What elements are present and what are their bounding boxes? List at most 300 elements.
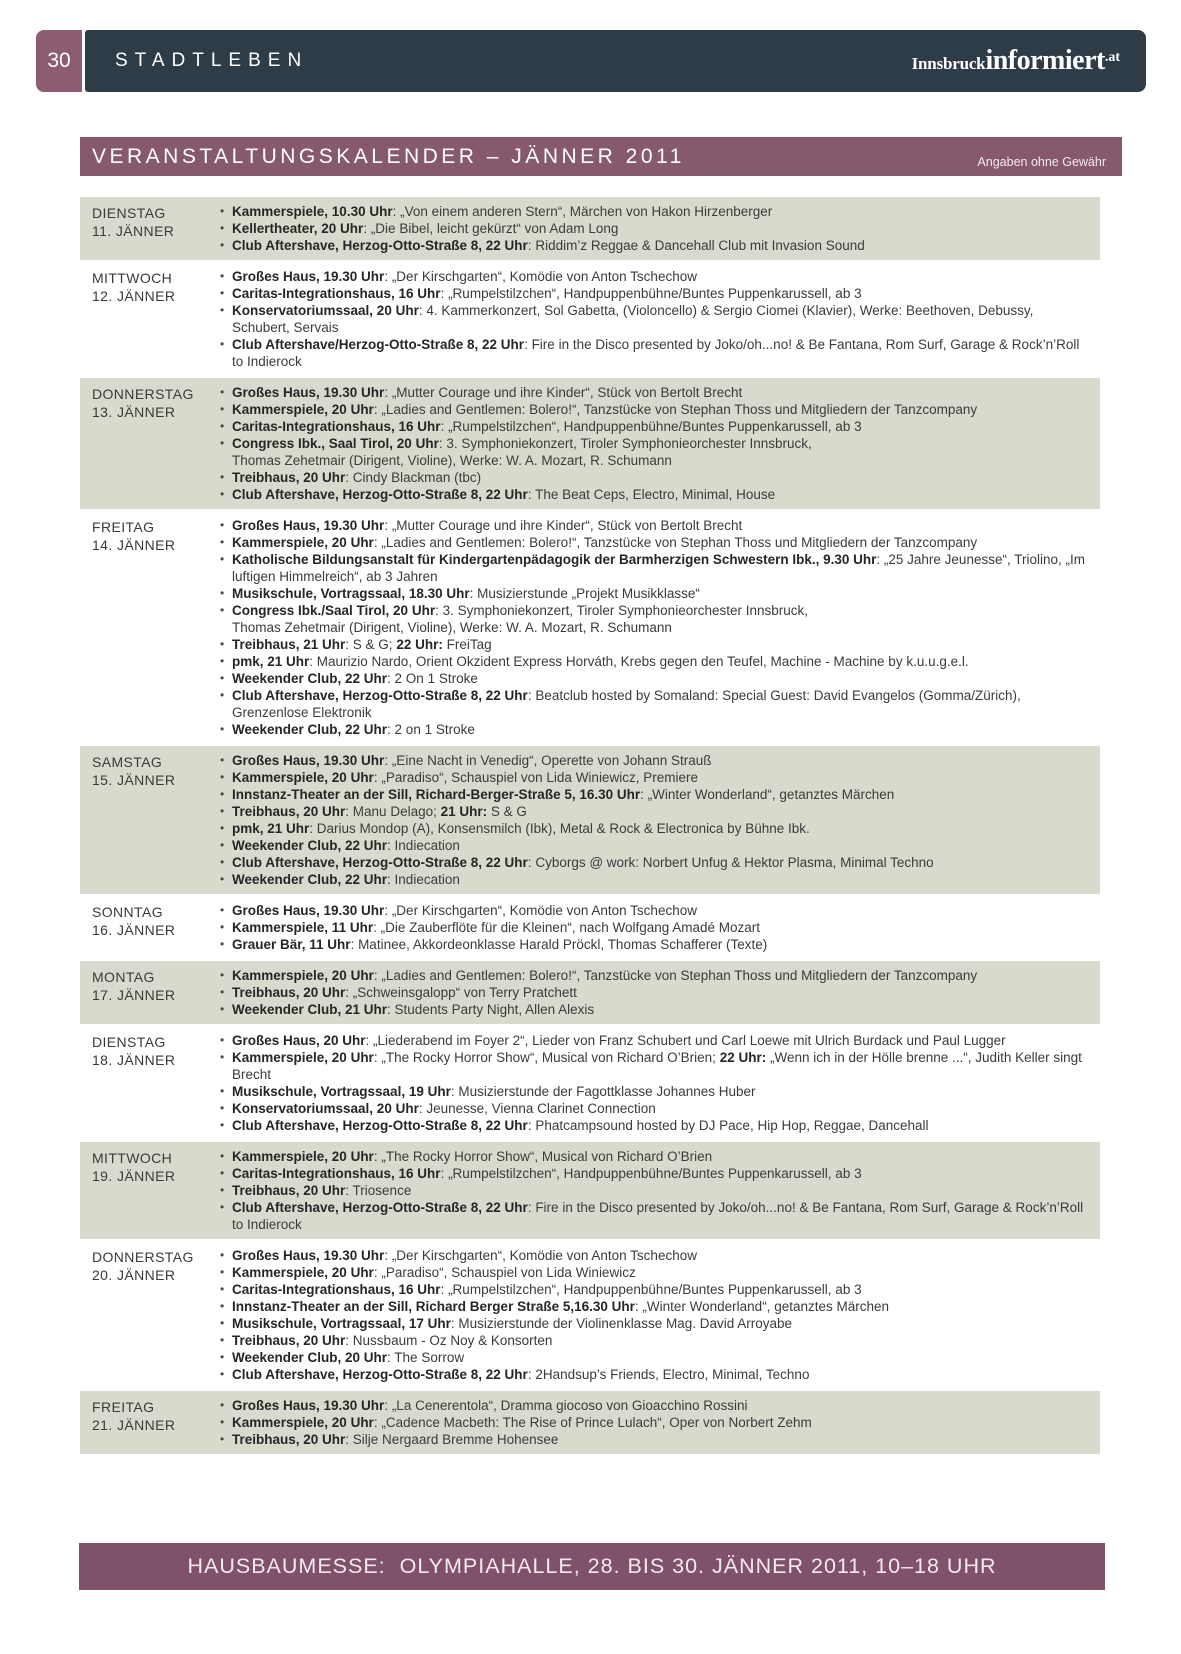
event-item: [219, 1165, 1090, 1182]
bullet-icon: •: [220, 872, 225, 886]
event-description: : The Beat Ceps, Electro, Minimal, House: [527, 487, 776, 502]
event-item: [219, 1281, 1090, 1298]
event-venue-time: Weekender Club, 22 Uhr: [232, 671, 388, 686]
event-venue-time: Kammerspiele, 20 Uhr: [232, 968, 374, 983]
bullet-icon: •: [220, 1084, 225, 1098]
event-list: [219, 967, 1100, 1018]
event-venue-time: Treibhaus, 21 Uhr: [232, 637, 346, 652]
event-item: [219, 551, 1090, 585]
event-description: : Jeunesse, Vienna Clarinet Connection: [418, 1101, 656, 1116]
event-venue-time: 21 Uhr:: [440, 804, 488, 819]
calendar-title-banner: [80, 137, 1122, 176]
event-venue-time: Konservatoriumssaal, 20 Uhr: [232, 303, 419, 318]
bullet-icon: •: [220, 1299, 225, 1313]
event-item: [219, 486, 1090, 503]
bullet-icon: •: [220, 1033, 225, 1047]
event-venue-time: Congress Ibk./Saal Tirol, 20 Uhr: [232, 603, 436, 618]
event-description: : 3. Symphoniekonzert, Tiroler Symphonieorchester Innsbruck,: [438, 436, 812, 451]
event-venue-time: 22 Uhr:: [719, 1050, 767, 1065]
event-description: : „Rumpelstilzchen“, Handpuppenbühne/Buntes Puppenkarussell, ab 3: [440, 1282, 862, 1297]
bullet-icon: •: [220, 968, 225, 982]
day-date-column: [92, 203, 219, 254]
event-venue-time: Kammerspiele, 20 Uhr: [232, 535, 374, 550]
day-date-column: [92, 967, 219, 1018]
day-date-column: [92, 1247, 219, 1383]
event-venue-time: Treibhaus, 20 Uhr: [232, 1333, 346, 1348]
bullet-icon: •: [220, 436, 225, 450]
event-item: [219, 670, 1090, 687]
bullet-icon: •: [220, 787, 225, 801]
calendar-day-row: [80, 746, 1100, 894]
footer-banner-text: HAUSBAUMESSE: OLYMPIAHALLE, 28. BIS 30. JÄNNER 2011, 10–18 UHR: [187, 1554, 997, 1578]
page-number: 30: [36, 30, 82, 92]
event-description: : „Der Kirschgarten“, Komödie von Anton Tschechow: [384, 269, 697, 284]
bullet-icon: •: [220, 688, 225, 702]
event-description: : „Der Kirschgarten“, Komödie von Anton Tschechow: [384, 903, 697, 918]
event-list: [219, 1397, 1100, 1448]
event-description: : 2 on 1 Stroke: [387, 722, 475, 737]
event-item: [219, 517, 1090, 534]
event-venue-time: Treibhaus, 20 Uhr: [232, 804, 346, 819]
event-item: [219, 984, 1090, 1001]
event-item: [219, 871, 1090, 888]
magazine-logo: [912, 45, 1120, 77]
event-item: [219, 902, 1090, 919]
event-venue-time: Innstanz-Theater an der Sill, Richard Berger Straße 5,16.30 Uhr: [232, 1299, 635, 1314]
event-description: : Manu Delago;: [345, 804, 441, 819]
event-description: : „Ladies and Gentlemen: Bolero!“, Tanzstücke von Stephan Thoss und Mitgliedern der Tanzcompany: [373, 402, 978, 417]
event-venue-time: Kammerspiele, 11 Uhr: [232, 920, 374, 935]
bullet-icon: •: [220, 1002, 225, 1016]
event-venue-time: Weekender Club, 21 Uhr: [232, 1002, 388, 1017]
event-item: [219, 1182, 1090, 1199]
event-item: [219, 435, 1090, 469]
event-item: [219, 602, 1090, 636]
event-description: : „Paradiso“, Schauspiel von Lida Winiewicz: [373, 1265, 636, 1280]
event-description: : „The Rocky Horror Show“, Musical von Richard O’Brien: [373, 1149, 713, 1164]
event-item: [219, 752, 1090, 769]
event-venue-time: Club Aftershave, Herzog-Otto-Straße 8, 22 Uhr: [232, 688, 528, 703]
event-venue-time: Katholische Bildungsanstalt für Kindergartenpädagogik der Barmherzigen Schwestern Ibk., 9.30 Uhr: [232, 552, 877, 567]
event-item: [219, 936, 1090, 953]
event-item: [219, 967, 1090, 984]
event-description: : Silje Nergaard Bremme Hohensee: [345, 1432, 559, 1447]
event-list: [219, 203, 1100, 254]
event-item: [219, 302, 1090, 336]
calendar-day-row: [80, 378, 1100, 509]
bullet-icon: •: [220, 1050, 225, 1064]
event-description: : Musizierstunde der Violinenklasse Mag. David Arroyabe: [450, 1316, 793, 1331]
bullet-icon: •: [220, 1101, 225, 1115]
event-venue-time: Club Aftershave, Herzog-Otto-Straße 8, 22 Uhr: [232, 1118, 528, 1133]
bullet-icon: •: [220, 1265, 225, 1279]
bullet-icon: •: [220, 470, 225, 484]
bullet-icon: •: [220, 985, 225, 999]
event-list: [219, 1032, 1100, 1134]
event-item: [219, 1117, 1090, 1134]
bullet-icon: •: [220, 303, 225, 317]
bullet-icon: •: [220, 1149, 225, 1163]
event-item: [219, 1032, 1090, 1049]
date-label: 14. JÄNNER: [92, 537, 176, 553]
event-list: [219, 384, 1100, 503]
footer-banner: [79, 1543, 1105, 1590]
calendar-day-row: [80, 1026, 1100, 1140]
event-description: FreiTag: [442, 637, 492, 652]
event-description: : Phatcampsound hosted by DJ Pace, Hip Hop, Reggae, Dancehall: [527, 1118, 929, 1133]
event-item: [219, 1315, 1090, 1332]
event-item: [219, 220, 1090, 237]
calendar-day-row: [80, 1391, 1100, 1454]
event-venue-time: Kammerspiele, 20 Uhr: [232, 1050, 374, 1065]
event-item: [219, 418, 1090, 435]
event-venue-time: Kammerspiele, 20 Uhr: [232, 770, 374, 785]
event-venue-time: Club Aftershave, Herzog-Otto-Straße 8, 22 Uhr: [232, 1367, 528, 1382]
event-description: : „Der Kirschgarten“, Komödie von Anton Tschechow: [384, 1248, 697, 1263]
event-description: : S & G;: [345, 637, 397, 652]
day-date-column: [92, 517, 219, 738]
bullet-icon: •: [220, 637, 225, 651]
bullet-icon: •: [220, 1432, 225, 1446]
bullet-icon: •: [220, 586, 225, 600]
event-list: [219, 1148, 1100, 1233]
calendar-day-row: [80, 1142, 1100, 1239]
bullet-icon: •: [220, 552, 225, 566]
event-description: : Musizierstunde der Fagottklasse Johannes Huber: [450, 1084, 756, 1099]
event-venue-time: Großes Haus, 20 Uhr: [232, 1033, 366, 1048]
weekday-label: FREITAG: [92, 519, 155, 535]
day-date-column: [92, 1397, 219, 1448]
event-list: [219, 902, 1100, 953]
calendar-day-row: [80, 511, 1100, 744]
day-date-column: [92, 902, 219, 953]
weekday-label: MITTWOCH: [92, 1150, 173, 1166]
event-description: : Beatclub hosted by Somaland: Special Guest: David Evangelos (Gomma/Zürich), Grenzenlose Elektronik: [232, 688, 1021, 720]
event-item: [219, 1349, 1090, 1366]
event-venue-time: Kammerspiele, 10.30 Uhr: [232, 204, 393, 219]
event-description: : 4. Kammerkonzert, Sol Gabetta, (Violoncello) & Sergio Ciomei (Klavier), Werke: Beethoven, Debussy, Schubert, Servais: [232, 303, 1034, 335]
bullet-icon: •: [220, 1350, 225, 1364]
bullet-icon: •: [220, 603, 225, 617]
event-venue-time: Club Aftershave, Herzog-Otto-Straße 8, 22 Uhr: [232, 487, 528, 502]
event-description: : Indiecation: [387, 838, 460, 853]
event-item: [219, 1414, 1090, 1431]
event-list: [219, 752, 1100, 888]
logo-prefix: Innsbruck: [911, 54, 986, 73]
event-item: [219, 803, 1090, 820]
event-item: [219, 854, 1090, 871]
calendar-day-row: [80, 896, 1100, 959]
event-description: „Wenn ich in der Hölle brenne ...“, Judith Keller singt Brecht: [232, 1050, 1082, 1082]
event-description: : Musizierstunde „Projekt Musikklasse“: [469, 586, 700, 601]
calendar-day-row: [80, 1241, 1100, 1389]
event-item: [219, 534, 1090, 551]
weekday-label: DONNERSTAG: [92, 1249, 194, 1265]
event-description: : „Eine Nacht in Venedig“, Operette von Johann Strauß: [384, 753, 712, 768]
bullet-icon: •: [220, 1282, 225, 1296]
event-venue-time: Kammerspiele, 20 Uhr: [232, 402, 374, 417]
weekday-label: SAMSTAG: [92, 754, 163, 770]
event-description: : „La Cenerentola“, Dramma giocoso von Gioacchino Rossini: [384, 1398, 748, 1413]
bullet-icon: •: [220, 337, 225, 351]
event-item: [219, 1083, 1090, 1100]
event-description: S & G: [487, 804, 527, 819]
event-item: [219, 1148, 1090, 1165]
event-description: : „Schweinsgalopp“ von Terry Pratchett: [345, 985, 577, 1000]
event-description: : „Rumpelstilzchen“, Handpuppenbühne/Buntes Puppenkarussell, ab 3: [440, 419, 862, 434]
event-item: [219, 653, 1090, 670]
event-description: : Fire in the Disco presented by Joko/oh...no! & Be Fantana, Rom Surf, Garage & Rock’n’Roll to Indierock: [232, 1200, 1084, 1232]
event-description: : Cyborgs @ work: Norbert Unfug & Hektor Plasma, Minimal Techno: [527, 855, 934, 870]
calendar-day-row: [80, 262, 1100, 376]
event-venue-time: Großes Haus, 19.30 Uhr: [232, 518, 385, 533]
event-description: : „25 Jahre Jeunesse“, Triolino, „Im luftigen Himmelreich“, ab 3 Jahren: [232, 552, 1085, 584]
event-description: : The Sorrow: [387, 1350, 465, 1365]
event-description: : Nussbaum - Oz Noy & Konsorten: [345, 1333, 553, 1348]
event-item: [219, 919, 1090, 936]
event-venue-time: Großes Haus, 19.30 Uhr: [232, 269, 385, 284]
event-description: Thomas Zehetmair (Dirigent, Violine), Werke: W. A. Mozart, R. Schumann: [232, 453, 672, 468]
event-description: : „Von einem anderen Stern“, Märchen von Hakon Hirzenberger: [392, 204, 773, 219]
bullet-icon: •: [220, 286, 225, 300]
date-label: 21. JÄNNER: [92, 1417, 176, 1433]
event-venue-time: pmk, 21 Uhr: [232, 654, 310, 669]
event-description: : Students Party Night, Allen Alexis: [387, 1002, 595, 1017]
date-label: 12. JÄNNER: [92, 288, 176, 304]
event-description: Thomas Zehetmair (Dirigent, Violine), Werke: W. A. Mozart, R. Schumann: [232, 620, 672, 635]
event-venue-time: Kellertheater, 20 Uhr: [232, 221, 364, 236]
event-venue-time: Club Aftershave/Herzog-Otto-Straße 8, 22 Uhr: [232, 337, 525, 352]
event-item: [219, 1264, 1090, 1281]
bullet-icon: •: [220, 722, 225, 736]
event-venue-time: pmk, 21 Uhr: [232, 821, 310, 836]
bullet-icon: •: [220, 269, 225, 283]
event-venue-time: Musikschule, Vortragssaal, 18.30 Uhr: [232, 586, 470, 601]
event-venue-time: Kammerspiele, 20 Uhr: [232, 1415, 374, 1430]
event-venue-time: Musikschule, Vortragssaal, 17 Uhr: [232, 1316, 451, 1331]
event-item: [219, 1332, 1090, 1349]
weekday-label: DIENSTAG: [92, 205, 166, 221]
bullet-icon: •: [220, 518, 225, 532]
event-venue-time: Caritas-Integrationshaus, 16 Uhr: [232, 1282, 441, 1297]
event-calendar: [80, 197, 1100, 1456]
event-item: [219, 1431, 1090, 1448]
bullet-icon: •: [220, 535, 225, 549]
event-venue-time: Weekender Club, 20 Uhr: [232, 1350, 388, 1365]
event-item: [219, 837, 1090, 854]
date-label: 19. JÄNNER: [92, 1168, 176, 1184]
event-description: : „Cadence Macbeth: The Rise of Prince Lulach“, Oper von Norbert Zehm: [373, 1415, 812, 1430]
day-date-column: [92, 1032, 219, 1134]
event-item: [219, 1366, 1090, 1383]
event-venue-time: Treibhaus, 20 Uhr: [232, 985, 346, 1000]
event-venue-time: Treibhaus, 20 Uhr: [232, 1432, 346, 1447]
event-item: [219, 203, 1090, 220]
event-description: : 2Handsup’s Friends, Electro, Minimal, Techno: [527, 1367, 810, 1382]
bullet-icon: •: [220, 487, 225, 501]
event-venue-time: Caritas-Integrationshaus, 16 Uhr: [232, 1166, 441, 1181]
day-date-column: [92, 268, 219, 370]
event-list: [219, 1247, 1100, 1383]
event-item: [219, 1001, 1090, 1018]
bullet-icon: •: [220, 903, 225, 917]
page-header: [36, 30, 1146, 92]
bullet-icon: •: [220, 937, 225, 951]
event-description: : Fire in the Disco presented by Joko/oh...no! & Be Fantana, Rom Surf, Garage & Rock’n’Roll to Indierock: [232, 337, 1080, 369]
event-venue-time: Treibhaus, 20 Uhr: [232, 470, 346, 485]
event-description: : „Ladies and Gentlemen: Bolero!“, Tanzstücke von Stephan Thoss und Mitgliedern der Tanzcompany: [373, 968, 978, 983]
event-venue-time: Großes Haus, 19.30 Uhr: [232, 1248, 385, 1263]
event-item: [219, 687, 1090, 721]
event-item: [219, 1397, 1090, 1414]
date-label: 17. JÄNNER: [92, 987, 176, 1003]
event-description: : „Liederabend im Foyer 2“, Lieder von Franz Schubert und Carl Loewe mit Ulrich Burdack und Paul Lugger: [365, 1033, 1006, 1048]
day-date-column: [92, 384, 219, 503]
day-date-column: [92, 752, 219, 888]
weekday-label: DONNERSTAG: [92, 386, 194, 402]
event-description: : Maurizio Nardo, Orient Okzident Express Horváth, Krebs gegen den Teufel, Machine - Machine by k.u.u.g.e.l.: [309, 654, 969, 669]
event-venue-time: 22 Uhr:: [396, 637, 443, 652]
bullet-icon: •: [220, 238, 225, 252]
bullet-icon: •: [220, 920, 225, 934]
disclaimer-note: Angaben ohne Gewähr: [977, 155, 1106, 169]
event-item: [219, 786, 1090, 803]
section-bar: [85, 30, 1146, 92]
date-label: 15. JÄNNER: [92, 772, 176, 788]
event-item: [219, 1199, 1090, 1233]
event-description: : „Winter Wonderland“, getanztes Märchen: [634, 1299, 890, 1314]
bullet-icon: •: [220, 821, 225, 835]
bullet-icon: •: [220, 1200, 225, 1214]
event-description: : „Mutter Courage und ihre Kinder“, Stück von Bertolt Brecht: [384, 518, 743, 533]
event-item: [219, 585, 1090, 602]
event-venue-time: Grauer Bär, 11 Uhr: [232, 937, 351, 952]
event-venue-time: Weekender Club, 22 Uhr: [232, 872, 388, 887]
bullet-icon: •: [220, 1166, 225, 1180]
section-title: STADTLEBEN: [115, 50, 309, 71]
weekday-label: DIENSTAG: [92, 1034, 166, 1050]
event-item: [219, 1298, 1090, 1315]
event-description: : „Rumpelstilzchen“, Handpuppenbühne/Buntes Puppenkarussell, ab 3: [440, 286, 862, 301]
event-venue-time: Großes Haus, 19.30 Uhr: [232, 753, 385, 768]
bullet-icon: •: [220, 221, 225, 235]
bullet-icon: •: [220, 204, 225, 218]
event-description: : „Mutter Courage und ihre Kinder“, Stück von Bertolt Brecht: [384, 385, 743, 400]
event-item: [219, 820, 1090, 837]
event-venue-time: Caritas-Integrationshaus, 16 Uhr: [232, 419, 441, 434]
weekday-label: FREITAG: [92, 1399, 155, 1415]
logo-main: informiert: [985, 45, 1105, 76]
event-venue-time: Kammerspiele, 20 Uhr: [232, 1149, 374, 1164]
event-description: : „Die Bibel, leicht gekürzt“ von Adam Long: [363, 221, 619, 236]
event-venue-time: Caritas-Integrationshaus, 16 Uhr: [232, 286, 441, 301]
calendar-day-row: [80, 961, 1100, 1024]
logo-domain-suffix: .at: [1104, 50, 1120, 65]
event-item: [219, 285, 1090, 302]
date-label: 11. JÄNNER: [92, 223, 175, 239]
bullet-icon: •: [220, 385, 225, 399]
bullet-icon: •: [220, 1183, 225, 1197]
bullet-icon: •: [220, 770, 225, 784]
bullet-icon: •: [220, 1367, 225, 1381]
event-description: : 3. Symphoniekonzert, Tiroler Symphonieorchester Innsbruck,: [435, 603, 809, 618]
calendar-title: VERANSTALTUNGSKALENDER – JÄNNER 2011: [92, 144, 685, 168]
event-venue-time: Musikschule, Vortragssaal, 19 Uhr: [232, 1084, 451, 1099]
event-description: : „Paradiso“, Schauspiel von Lida Winiewicz, Premiere: [373, 770, 698, 785]
day-date-column: [92, 1148, 219, 1233]
event-description: : Cindy Blackman (tbc): [345, 470, 482, 485]
event-venue-time: Club Aftershave, Herzog-Otto-Straße 8, 22 Uhr: [232, 1200, 528, 1215]
event-description: : „Winter Wonderland“, getanztes Märchen: [640, 787, 895, 802]
event-venue-time: Großes Haus, 19.30 Uhr: [232, 1398, 385, 1413]
event-venue-time: Konservatoriumssaal, 20 Uhr: [232, 1101, 419, 1116]
event-item: [219, 1247, 1090, 1264]
event-item: [219, 1049, 1090, 1083]
event-description: : 2 On 1 Stroke: [387, 671, 478, 686]
event-item: [219, 769, 1090, 786]
bullet-icon: •: [220, 1316, 225, 1330]
event-description: : „Rumpelstilzchen“, Handpuppenbühne/Buntes Puppenkarussell, ab 3: [440, 1166, 862, 1181]
event-item: [219, 268, 1090, 285]
event-venue-time: Club Aftershave, Herzog-Otto-Straße 8, 22 Uhr: [232, 238, 528, 253]
event-description: : Riddim’z Reggae & Dancehall Club mit Invasion Sound: [527, 238, 865, 253]
bullet-icon: •: [220, 1248, 225, 1262]
event-venue-time: Großes Haus, 19.30 Uhr: [232, 385, 385, 400]
bullet-icon: •: [220, 671, 225, 685]
event-description: : Matinee, Akkordeonklasse Harald Pröckl, Thomas Schafferer (Texte): [350, 937, 768, 952]
bullet-icon: •: [220, 1118, 225, 1132]
event-item: [219, 469, 1090, 486]
bullet-icon: •: [220, 1415, 225, 1429]
date-label: 20. JÄNNER: [92, 1267, 176, 1283]
event-item: [219, 237, 1090, 254]
event-venue-time: Club Aftershave, Herzog-Otto-Straße 8, 22 Uhr: [232, 855, 528, 870]
event-venue-time: Congress Ibk., Saal Tirol, 20 Uhr: [232, 436, 439, 451]
bullet-icon: •: [220, 804, 225, 818]
event-venue-time: Großes Haus, 19.30 Uhr: [232, 903, 385, 918]
event-description: : „The Rocky Horror Show“, Musical von Richard O’Brien;: [373, 1050, 720, 1065]
event-venue-time: Innstanz-Theater an der Sill, Richard-Berger-Straße 5, 16.30 Uhr: [232, 787, 641, 802]
event-venue-time: Kammerspiele, 20 Uhr: [232, 1265, 374, 1280]
event-list: [219, 517, 1100, 738]
bullet-icon: •: [220, 855, 225, 869]
bullet-icon: •: [220, 753, 225, 767]
event-description: : Darius Mondop (A), Konsensmilch (Ibk), Metal & Rock & Electronica by Bühne Ibk.: [309, 821, 810, 836]
event-item: [219, 636, 1090, 653]
bullet-icon: •: [220, 402, 225, 416]
event-item: [219, 401, 1090, 418]
weekday-label: SONNTAG: [92, 904, 163, 920]
event-venue-time: Weekender Club, 22 Uhr: [232, 722, 388, 737]
calendar-day-row: [80, 197, 1100, 260]
weekday-label: MONTAG: [92, 969, 155, 985]
event-description: : „Ladies and Gentlemen: Bolero!“, Tanzstücke von Stephan Thoss und Mitgliedern der Tanzcompany: [373, 535, 978, 550]
event-item: [219, 384, 1090, 401]
event-description: : „Die Zauberflöte für die Kleinen“, nach Wolfgang Amadé Mozart: [373, 920, 761, 935]
event-item: [219, 336, 1090, 370]
date-label: 16. JÄNNER: [92, 922, 176, 938]
bullet-icon: •: [220, 838, 225, 852]
event-list: [219, 268, 1100, 370]
date-label: 18. JÄNNER: [92, 1052, 176, 1068]
event-description: : Indiecation: [387, 872, 460, 887]
date-label: 13. JÄNNER: [92, 404, 176, 420]
bullet-icon: •: [220, 419, 225, 433]
weekday-label: MITTWOCH: [92, 270, 173, 286]
bullet-icon: •: [220, 1333, 225, 1347]
event-item: [219, 721, 1090, 738]
event-item: [219, 1100, 1090, 1117]
